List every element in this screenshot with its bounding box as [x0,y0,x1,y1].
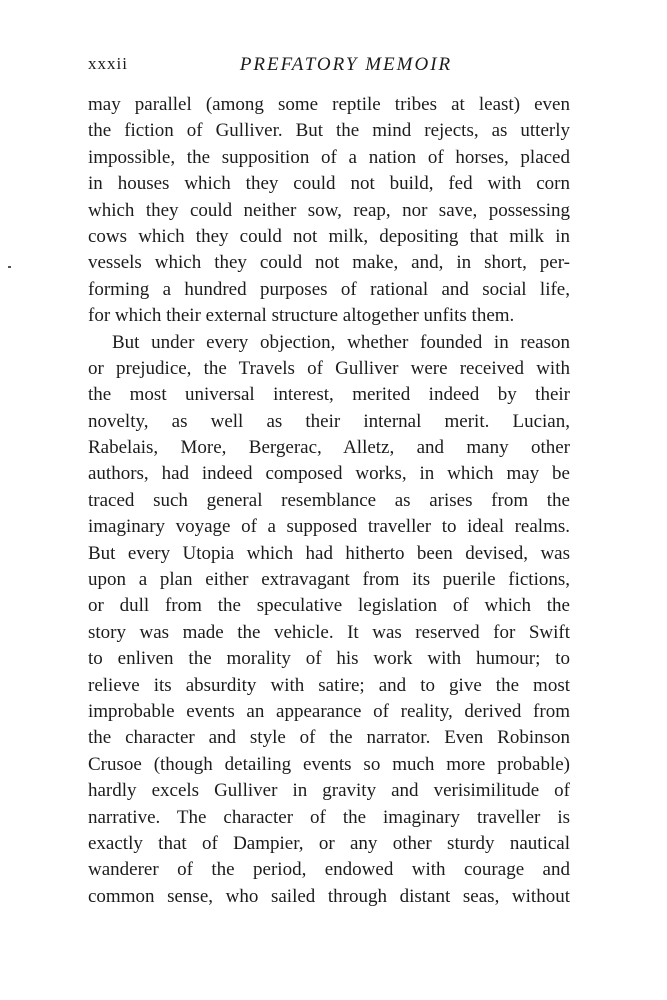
text-line: improbable events an appearance of reality, derived from [88,700,570,722]
body-text [88,92,570,910]
text-line: relieve its absurdity with satire; and to give the most [88,674,570,696]
text-line: Rabelais, More, Bergerac, Alletz, and many other [88,437,570,459]
text-line: cows which they could not milk, depositing that milk in [88,225,570,247]
text-line: impossible, the supposition of a nation of horses, placed [88,146,570,168]
running-title: PREFATORY MEMOIR [239,54,453,75]
text-line: exactly that of Dampier, or any other sturdy nautical [88,832,570,854]
page-number: xxxii [88,54,128,73]
text-line: to enliven the morality of his work with humour; to [88,648,570,670]
text-line: hardly excels Gulliver in gravity and verisimilitude of [88,780,570,802]
text-line: authors, had indeed composed works, in which may be [88,463,570,485]
text-line: may parallel (among some reptile tribes at least) even [88,94,570,115]
text-line: the character and style of the narrator. Even Robinson [88,727,570,749]
text-line: or prejudice, the Travels of Gulliver were received with [88,357,570,379]
text-line: the fiction of Gulliver. But the mind rejects, as utterly [88,120,570,142]
paragraph-end-line: for which their external structure altogether unfits them. [88,305,515,327]
text-line: novelty, as well as their internal merit. Lucian, [88,410,570,432]
text-line: narrative. The character of the imaginary traveller is [88,806,570,828]
text-line: or dull from the speculative legislation of which the [88,595,570,617]
margin-mark [8,266,11,268]
text-line: in houses which they could not build, fed with corn [88,173,570,195]
text-line: which they could neither sow, reap, nor save, possessing [88,199,570,221]
text-line: wanderer of the period, endowed with courage and [88,859,570,881]
text-line: vessels which they could not make, and, in short, per- [88,252,570,274]
paragraph-start-line: But under every objection, whether founded in reason [112,331,570,353]
running-head [88,54,570,80]
text-line: But every Utopia which had hitherto been devised, was [88,542,570,564]
text-line: common sense, who sailed through distant seas, without [88,885,570,907]
text-line: story was made the vehicle. It was reserved for Swift [88,621,570,643]
text-line: Crusoe (though detailing events so much more probable) [88,753,570,775]
text-line: traced such general resemblance as arises from the [88,489,570,511]
text-line: imaginary voyage of a supposed traveller to ideal realms. [88,516,570,538]
text-line: upon a plan either extravagant from its puerile fictions, [88,569,570,591]
text-line: forming a hundred purposes of rational and social life, [88,278,570,300]
text-line: the most universal interest, merited indeed by their [88,384,570,406]
